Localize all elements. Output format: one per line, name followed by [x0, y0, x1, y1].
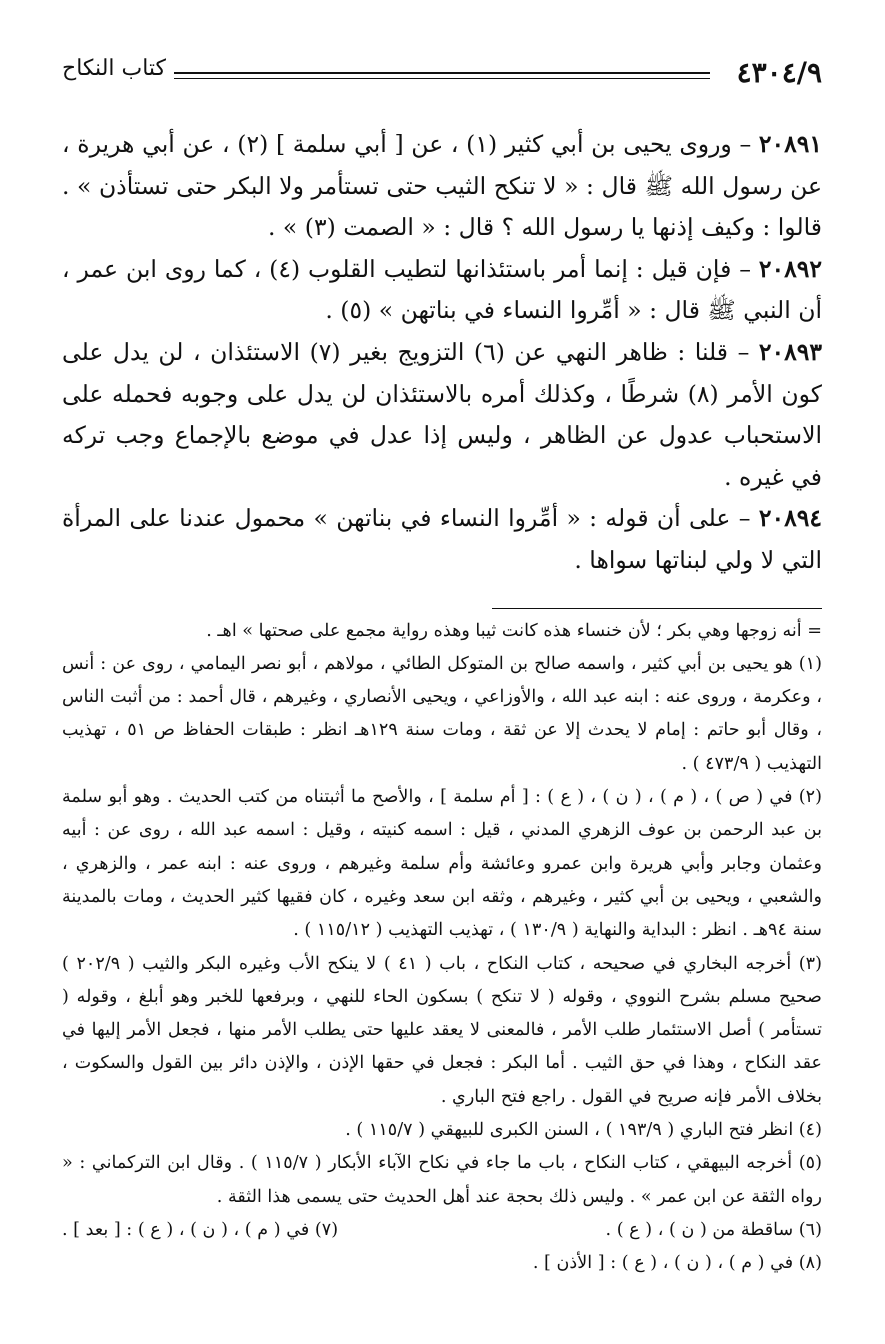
footnotes [62, 615, 822, 1281]
footnote-2: (٢) في ( ص ) ، ( م ) ، ( ن ) ، ( ع ) : [ أم سلمة ] ، والأصح ما أثبتناه من كتب الحديث . وهو أبو سلمة بن عبد الرحمن بن عوف الزهري المدني ، قيل : اسمه كنيته ، وقيل : اسمه عبد الله ، روى عن : أبيه وعثمان وجابر وأبي هريرة وابن عمرو وعائشة وأم سلمة وغيرهم ، وروى عنه : ابنه عمر ، والزهري ، والشعبي ، ويحيى بن أبي كثير ، وغيرهم ، وثقه ابن سعد وغيره ، كان فقيها كثير الحديث ، ومات بالمدينة سنة ٩٤هـ . انظر : البداية والنهاية ( ١٣٠/٩ ) ، تهذيب التهذيب ( ١١٥/١٢ ) . [62, 787, 822, 941]
paragraph-20892 [62, 249, 822, 332]
paragraph-20893 [62, 332, 822, 498]
page-number: ٤٣٠٤/٩ [736, 56, 822, 89]
footnote-6: (٦) ساقطة من ( ن ) ، ( ع ) . [605, 1219, 822, 1240]
book-page [62, 52, 822, 1280]
main-text [62, 124, 822, 582]
footnote-continuation: = أنه زوجها وهي بكر ؛ لأن خنساء هذه كانت ثيبا وهذه رواية مجمع على صحتها » اهـ . [206, 620, 822, 641]
paragraph-number: ٢٠٨٩٣ [758, 337, 822, 366]
footnote-3: (٣) أخرجه البخاري في صحيحه ، كتاب النكاح ، باب ( ٤١ ) لا ينكح الأب وغيره البكر والثيب ( ٢٠٢/٩ ) صحيح مسلم بشرح النووي ، وقوله ( لا تنكح ) بسكون الحاء للنهي ، وبرفعها للخبر وهو أبلغ ، وقوله ( تستأمر ) أصل الاستئمار طلب الأمر ، فالمعنى لا يعقد عليها حتى يطلب الأمر منها ، فجعل الأمر إليها في عقد النكاح ، وهذا في حق الثيب . أما البكر : فجعل في حقها الإذن ، والإذن دائر بين القول والسكوت ، بخلاف الأمر فإنه صريح في القول . راجع فتح الباري . [62, 953, 822, 1107]
footnote-1: (١) هو يحيى بن أبي كثير ، واسمه صالح بن المتوكل الطائي ، مولاهم ، أبو نصر اليمامي ، روى عن : أنس ، وعكرمة ، وروى عنه : ابنه عبد الله ، والأوزاعي ، ويحيى الأنصاري ، وغيرهم ، قال أحمد : من أثبت الناس ، وقال أبو حاتم : إمام لا يحدث إلا عن ثقة ، ومات سنة ١٢٩هـ انظر : طبقات الحفاظ ص ٥١ ، تهذيب التهذيب ( ٤٧٣/٩ ) . [62, 653, 823, 774]
paragraph-20891 [62, 124, 822, 249]
footnote-row [62, 1214, 822, 1247]
paragraph-text: – فإن قيل : إنما أمر باستئذانها لتطيب القلوب (٤) ، كما روى ابن عمر ، أن النبي ﷺ قال : « أمِّروا النساء في بناتهن » (٥) . [62, 254, 822, 325]
book-title: كتاب النكاح [62, 56, 167, 81]
footnote-5: (٥) أخرجه البيهقي ، كتاب النكاح ، باب ما جاء في نكاح الآباء الأبكار ( ١١٥/٧ ) . وقال ابن التركماني : « رواه الثقة عن ابن عمر » . وليس ذلك بحجة عند أهل الحديث حتى يسمى هذا الثقة . [62, 1153, 822, 1207]
paragraph-text: – قلنا : ظاهر النهي عن (٦) التزويج بغير (٧) الاستئذان ، لن يدل على كون الأمر (٨) شرطًا ، وكذلك أمره بالاستئذان لن يدل على وجوبه فحمله على الاستحباب عدول عن الظاهر ، وليس إذا عدل في موضع بالإجماع وجب تركه في غيره . [62, 337, 822, 491]
paragraph-text: – على أن قوله : « أمِّروا النساء في بناتهن » محمول عندنا على المرأة التي لا ولي لبناتها سواها . [62, 504, 822, 574]
header-rule-thin [174, 78, 710, 79]
paragraph-number: ٢٠٨٩٤ [758, 504, 822, 533]
paragraph-20894 [62, 498, 822, 581]
running-header [62, 52, 822, 96]
paragraph-text: – وروى يحيى بن أبي كثير (١) ، عن [ أبي سلمة ] (٢) ، عن أبي هريرة ، عن رسول الله ﷺ قال : « لا تنكح الثيب حتى تستأمر ولا البكر حتى تستأذن » . قالوا : وكيف إذنها يا رسول الله ؟ قال : « الصمت (٣) » . [62, 130, 822, 242]
paragraph-number: ٢٠٨٩١ [758, 130, 823, 158]
footnote-4: (٤) انظر فتح الباري ( ١٩٣/٩ ) ، السنن الكبرى للبيهقي ( ١١٥/٧ ) . [345, 1119, 822, 1140]
header-rule [174, 72, 710, 74]
paragraph-number: ٢٠٨٩٢ [758, 254, 822, 283]
footnote-7: (٧) في ( م ) ، ( ن ) ، ( ع ) : [ بعد ] . [62, 1219, 339, 1240]
footnote-separator [492, 608, 822, 609]
footnote-8: (٨) في ( م ) ، ( ن ) ، ( ع ) : [ الأذن ] . [532, 1253, 822, 1274]
